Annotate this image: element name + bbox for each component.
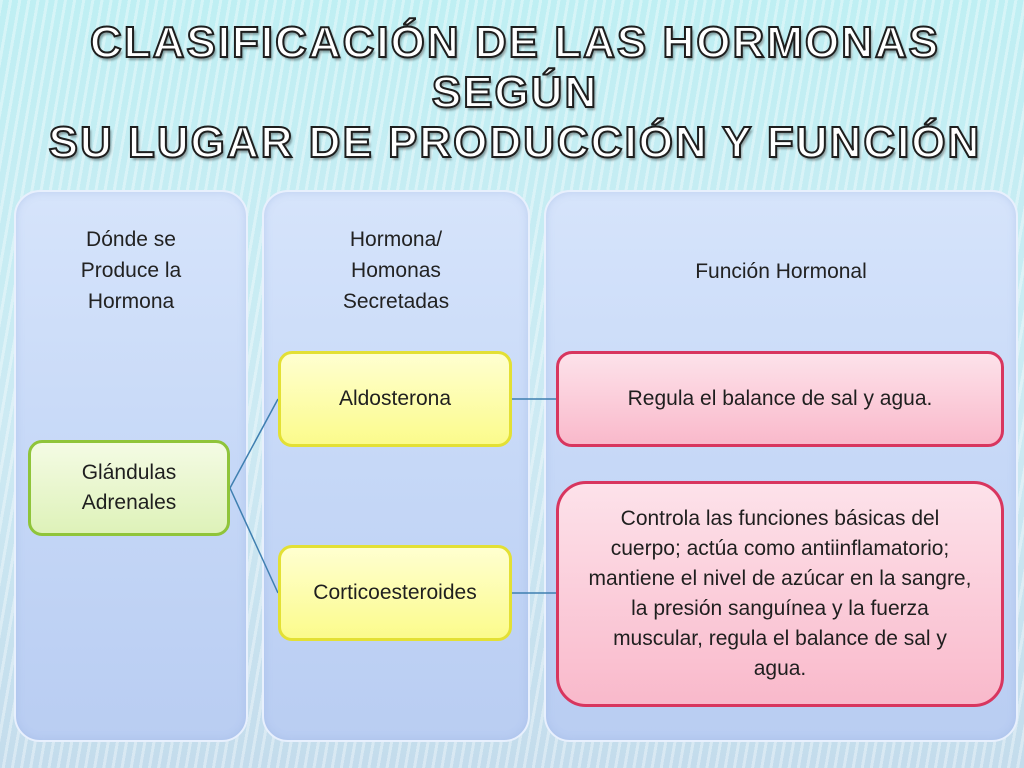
node-function-corticoesteroides-label: Controla las funciones básicas del cuerpo; actúa como antiinflamatorio; mantiene el nivel de azúcar en la sangre, la presión sanguínea y la fuerza muscular, regula el balance de sal y agua. (588, 507, 972, 680)
node-corticoesteroides-label: Corticoesteroides (313, 581, 477, 604)
node-glandulas-adrenales (28, 440, 230, 536)
connector-gland-corticoesteroides (230, 488, 278, 593)
node-corticoesteroides (278, 545, 512, 641)
title-line-2: SU LUGAR DE PRODUCCIÓN Y FUNCIÓN (48, 118, 982, 167)
title-line-1: CLASIFICACIÓN DE LAS HORMONAS SEGÚN (90, 18, 940, 117)
node-glandulas-adrenales-label: Glándulas Adrenales (81, 461, 177, 514)
column-header-hormones: Hormona/ Homonas Secretadas (342, 228, 450, 313)
node-aldosterona-label: Aldosterona (338, 387, 452, 410)
connector-gland-aldosterona (230, 399, 278, 488)
node-function-aldosterona-label: Regula el balance de sal y agua. (627, 387, 933, 410)
column-header-production-site: Dónde se Produce la Hormona (80, 228, 182, 313)
node-aldosterona (278, 351, 512, 447)
node-function-corticoesteroides (556, 481, 1004, 707)
column-header-function: Función Hormonal (695, 260, 867, 283)
node-function-aldosterona (556, 351, 1004, 447)
